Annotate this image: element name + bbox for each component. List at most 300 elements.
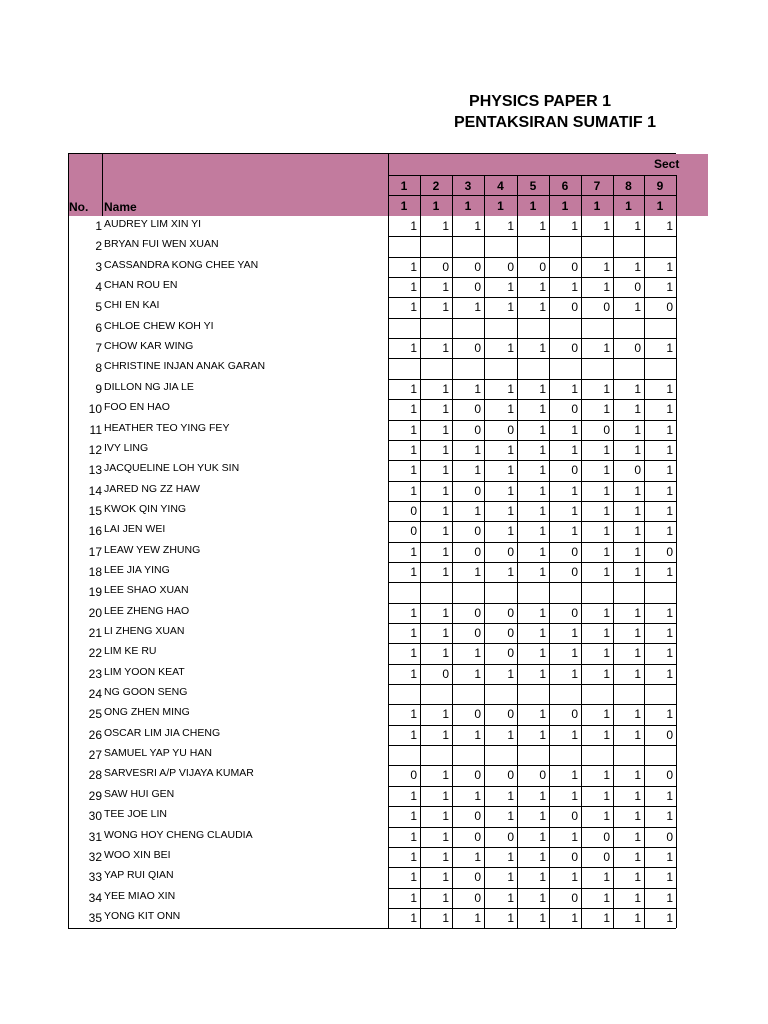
- question-number: 9: [656, 179, 664, 193]
- table-row: [68, 420, 676, 440]
- table-row: [68, 297, 676, 317]
- score-cell: 1: [442, 564, 449, 579]
- score-cell: 1: [442, 788, 449, 803]
- score-cell: 1: [410, 422, 417, 437]
- grid-line: [68, 928, 676, 929]
- score-cell: 1: [571, 666, 578, 681]
- table-row: [68, 277, 676, 297]
- score-cell: 1: [634, 503, 641, 518]
- student-name: CHAN ROU EN: [104, 279, 178, 292]
- student-no: 13: [88, 463, 102, 478]
- score-cell: 1: [539, 483, 546, 498]
- student-name: YEE MIAO XIN: [104, 889, 176, 902]
- score-cell: 1: [442, 870, 449, 885]
- grid-line: [644, 175, 645, 216]
- score-cell: 1: [603, 870, 610, 885]
- score-cell: 1: [442, 219, 449, 233]
- score-cell: 1: [442, 890, 449, 905]
- score-cell: 0: [666, 544, 673, 559]
- student-no: 26: [88, 727, 102, 742]
- score-cell: 1: [666, 870, 673, 885]
- score-cell: 1: [603, 605, 610, 620]
- score-cell: 1: [634, 422, 641, 437]
- page-title: PHYSICS PAPER 1: [469, 93, 611, 110]
- score-cell: 0: [666, 727, 673, 742]
- score-cell: 1: [442, 341, 449, 356]
- table-row: [68, 236, 676, 256]
- score-cell: 1: [474, 910, 481, 925]
- score-cell: 1: [571, 442, 578, 457]
- score-cell: 1: [474, 503, 481, 518]
- student-no: 2: [95, 239, 102, 254]
- score-cell: 0: [571, 707, 578, 722]
- header-no: No.: [69, 200, 89, 214]
- score-cell: 1: [634, 768, 641, 783]
- score-cell: 1: [539, 422, 546, 437]
- student-name: LEE JIA YING: [104, 563, 170, 576]
- score-cell: 1: [634, 564, 641, 579]
- student-no: 30: [88, 809, 102, 824]
- score-cell: 0: [571, 564, 578, 579]
- score-cell: 1: [603, 626, 610, 640]
- table-row: [68, 358, 676, 378]
- score-cell: 1: [666, 788, 673, 803]
- table-row: [68, 786, 676, 806]
- score-cell: 1: [634, 910, 641, 925]
- student-name: LEAW YEW ZHUNG: [104, 543, 201, 556]
- student-no: 14: [88, 483, 102, 498]
- student-no: 3: [95, 259, 102, 274]
- score-cell: 0: [603, 849, 610, 864]
- score-cell: 1: [603, 442, 610, 457]
- score-cell: 0: [539, 768, 546, 783]
- score-cell: 1: [603, 564, 610, 579]
- table-row: [68, 521, 676, 541]
- score-cell: 1: [539, 605, 546, 620]
- table-row: [68, 318, 676, 338]
- question-mark: 1: [432, 199, 440, 213]
- student-name: NG GOON SENG: [104, 686, 188, 699]
- score-cell: 1: [410, 646, 417, 661]
- score-cell: 1: [571, 788, 578, 803]
- score-cell: 0: [474, 259, 481, 274]
- score-cell: 0: [410, 503, 417, 518]
- table-row: [68, 501, 676, 521]
- question-mark: 1: [497, 199, 504, 213]
- student-name: ONG ZHEN MING: [104, 706, 190, 719]
- table-row: [68, 745, 676, 765]
- question-number: 4: [497, 179, 504, 193]
- score-cell: 1: [410, 727, 417, 742]
- grid-line: [676, 175, 677, 216]
- score-cell: 0: [474, 870, 481, 885]
- score-cell: 1: [571, 422, 578, 437]
- score-cell: 1: [539, 544, 546, 559]
- grid-line: [581, 175, 582, 216]
- score-cell: 1: [539, 300, 546, 315]
- score-cell: 0: [474, 605, 481, 620]
- score-cell: 1: [539, 524, 546, 539]
- score-cell: 1: [507, 910, 514, 925]
- score-cell: 0: [442, 259, 449, 274]
- score-cell: 1: [539, 503, 546, 518]
- score-cell: 1: [507, 524, 514, 539]
- score-cell: 0: [474, 483, 481, 498]
- question-number: 5: [529, 179, 537, 193]
- student-no: 9: [95, 381, 102, 396]
- score-cell: 1: [603, 544, 610, 559]
- score-cell: 1: [410, 809, 417, 824]
- score-cell: 1: [507, 727, 514, 742]
- student-no: 19: [88, 585, 102, 600]
- student-no: 23: [88, 666, 102, 681]
- student-no: 24: [88, 687, 102, 702]
- score-cell: 1: [539, 829, 546, 844]
- score-cell: 1: [442, 646, 449, 661]
- score-cell: 1: [603, 219, 610, 233]
- score-cell: 1: [666, 219, 673, 233]
- score-cell: 1: [507, 442, 514, 457]
- score-cell: 1: [539, 809, 546, 824]
- score-cell: 1: [571, 829, 578, 844]
- score-cell: 1: [507, 788, 514, 803]
- grid-line: [102, 153, 103, 216]
- score-cell: 1: [442, 463, 449, 478]
- score-cell: 1: [410, 788, 417, 803]
- table-row: [68, 562, 676, 582]
- student-name: YONG KIT ONN: [104, 909, 181, 922]
- score-cell: 1: [666, 280, 673, 295]
- student-name: SARVESRI A/P VIJAYA KUMAR: [104, 767, 254, 780]
- score-cell: 0: [507, 707, 514, 722]
- score-cell: 0: [474, 341, 481, 356]
- score-cell: 0: [634, 341, 641, 356]
- student-no: 32: [88, 849, 102, 864]
- score-cell: 1: [571, 626, 578, 640]
- student-name: LIM YOON KEAT: [104, 665, 185, 678]
- score-cell: 0: [474, 422, 481, 437]
- score-cell: 0: [474, 707, 481, 722]
- student-name: TEE JOE LIN: [104, 808, 168, 821]
- student-name: KWOK QIN YING: [104, 502, 187, 515]
- table-row: [68, 725, 676, 745]
- score-cell: 0: [666, 300, 673, 315]
- score-cell: 1: [634, 300, 641, 315]
- score-cell: 1: [442, 442, 449, 457]
- student-no: 17: [88, 544, 102, 559]
- score-cell: 1: [666, 890, 673, 905]
- score-cell: 1: [442, 524, 449, 539]
- student-no: 7: [95, 341, 102, 356]
- student-no: 27: [88, 748, 102, 763]
- table-row: [68, 623, 676, 643]
- student-name: LAI JEN WEI: [104, 523, 166, 536]
- question-mark: 1: [529, 199, 537, 213]
- score-cell: 1: [410, 381, 417, 396]
- score-cell: 1: [507, 341, 514, 356]
- score-cell: 1: [410, 605, 417, 620]
- score-cell: 1: [410, 219, 417, 233]
- score-cell: 1: [571, 768, 578, 783]
- question-number: 7: [593, 179, 601, 193]
- score-cell: 1: [603, 646, 610, 661]
- question-mark: 1: [625, 199, 632, 213]
- score-cell: 1: [442, 422, 449, 437]
- score-cell: 1: [634, 402, 641, 417]
- score-cell: 1: [410, 259, 417, 274]
- score-cell: 1: [603, 259, 610, 274]
- score-cell: 1: [539, 788, 546, 803]
- score-cell: 1: [666, 849, 673, 864]
- score-cell: 0: [474, 890, 481, 905]
- score-cell: 1: [507, 849, 514, 864]
- score-cell: 1: [634, 544, 641, 559]
- table-row: [68, 338, 676, 358]
- score-cell: 1: [442, 544, 449, 559]
- score-cell: 1: [539, 626, 546, 640]
- score-cell: 0: [474, 768, 481, 783]
- score-cell: 1: [474, 727, 481, 742]
- score-cell: 1: [410, 829, 417, 844]
- score-cell: 1: [603, 890, 610, 905]
- grid-line: [420, 175, 421, 216]
- score-cell: 1: [410, 890, 417, 905]
- page-subtitle: PENTAKSIRAN SUMATIF 1: [453, 114, 657, 131]
- score-cell: 1: [634, 626, 641, 640]
- score-cell: 0: [507, 605, 514, 620]
- score-cell: 0: [571, 849, 578, 864]
- score-cell: 0: [666, 768, 673, 783]
- student-no: 15: [88, 503, 102, 518]
- score-cell: 1: [507, 890, 514, 905]
- question-number: 8: [625, 179, 632, 193]
- score-cell: 1: [539, 890, 546, 905]
- score-cell: 1: [539, 910, 546, 925]
- student-no: 1: [95, 219, 102, 233]
- table-row: [68, 704, 676, 724]
- student-no: 5: [95, 300, 102, 315]
- score-cell: 1: [571, 524, 578, 539]
- score-cell: 1: [571, 503, 578, 518]
- score-cell: 1: [666, 422, 673, 437]
- student-name: CHLOE CHEW KOH YI: [104, 319, 214, 332]
- student-name: CASSANDRA KONG CHEE YAN: [104, 258, 259, 271]
- score-cell: 1: [634, 381, 641, 396]
- score-cell: 1: [474, 646, 481, 661]
- table-row: [68, 603, 676, 623]
- table-row: [68, 257, 676, 277]
- score-cell: 0: [410, 524, 417, 539]
- score-cell: 1: [442, 829, 449, 844]
- table-row: [68, 888, 676, 908]
- score-cell: 1: [666, 910, 673, 925]
- score-cell: 0: [571, 300, 578, 315]
- score-cell: 0: [539, 259, 546, 274]
- student-name: OSCAR LIM JIA CHENG: [104, 726, 221, 739]
- student-name: FOO EN HAO: [104, 401, 170, 414]
- score-cell: 0: [442, 666, 449, 681]
- score-cell: 1: [442, 300, 449, 315]
- question-mark: 1: [593, 199, 601, 213]
- student-name: WONG HOY CHENG CLAUDIA: [104, 828, 253, 841]
- score-cell: 1: [603, 666, 610, 681]
- score-cell: 1: [666, 564, 673, 579]
- score-cell: 1: [666, 503, 673, 518]
- score-cell: 0: [634, 463, 641, 478]
- grid-line: [676, 216, 677, 928]
- student-no: 21: [88, 626, 102, 640]
- grid-line: [517, 175, 518, 216]
- score-cell: 1: [603, 402, 610, 417]
- score-cell: 0: [507, 626, 514, 640]
- table-row: [68, 806, 676, 826]
- score-cell: 1: [410, 626, 417, 640]
- score-cell: 1: [442, 809, 449, 824]
- score-cell: 1: [634, 829, 641, 844]
- score-cell: 1: [634, 707, 641, 722]
- score-cell: 1: [442, 849, 449, 864]
- student-name: CHI EN KAI: [104, 299, 160, 312]
- question-mark: 1: [400, 199, 408, 213]
- score-cell: 1: [507, 219, 514, 233]
- score-cell: 1: [539, 402, 546, 417]
- score-cell: 1: [410, 402, 417, 417]
- table-row: [68, 765, 676, 785]
- score-cell: 1: [571, 280, 578, 295]
- score-cell: 1: [442, 707, 449, 722]
- question-number: 6: [561, 179, 569, 193]
- score-cell: 1: [603, 809, 610, 824]
- student-no: 10: [88, 402, 102, 417]
- student-no: 35: [88, 910, 102, 925]
- score-cell: 1: [539, 341, 546, 356]
- score-cell: 1: [666, 463, 673, 478]
- score-cell: 1: [666, 483, 673, 498]
- score-cell: 1: [603, 483, 610, 498]
- score-cell: 1: [410, 564, 417, 579]
- score-cell: 1: [474, 564, 481, 579]
- grid-line: [388, 195, 676, 196]
- score-cell: 1: [634, 524, 641, 539]
- score-cell: 1: [474, 788, 481, 803]
- score-cell: 1: [539, 707, 546, 722]
- score-cell: 1: [539, 381, 546, 396]
- score-cell: 1: [603, 341, 610, 356]
- score-cell: 1: [634, 870, 641, 885]
- table-row: [68, 827, 676, 847]
- student-no: 18: [88, 564, 102, 579]
- student-no: 31: [88, 829, 102, 844]
- score-cell: 1: [507, 483, 514, 498]
- question-mark: 1: [656, 199, 664, 213]
- score-cell: 1: [634, 646, 641, 661]
- header-name: Name: [104, 200, 137, 214]
- score-cell: 1: [507, 870, 514, 885]
- score-cell: 1: [603, 280, 610, 295]
- score-cell: 1: [603, 503, 610, 518]
- score-cell: 0: [507, 422, 514, 437]
- score-cell: 1: [442, 402, 449, 417]
- score-cell: 1: [442, 768, 449, 783]
- score-cell: 1: [571, 646, 578, 661]
- score-cell: 1: [410, 280, 417, 295]
- table-row: [68, 542, 676, 562]
- score-cell: 0: [571, 544, 578, 559]
- score-cell: 1: [410, 870, 417, 885]
- score-cell: 1: [634, 259, 641, 274]
- table-row: [68, 684, 676, 704]
- score-cell: 1: [539, 463, 546, 478]
- student-no: 12: [88, 442, 102, 457]
- student-name: IVY LING: [104, 441, 149, 454]
- question-number: 1: [400, 179, 408, 193]
- score-cell: 1: [410, 707, 417, 722]
- student-name: SAW HUI GEN: [104, 787, 175, 800]
- score-cell: 1: [507, 809, 514, 824]
- score-cell: 1: [539, 564, 546, 579]
- score-cell: 0: [603, 422, 610, 437]
- score-cell: 1: [474, 219, 481, 233]
- score-cell: 0: [571, 402, 578, 417]
- table-row: [68, 582, 676, 602]
- score-cell: 1: [539, 870, 546, 885]
- student-name: BRYAN FUI WEN XUAN: [104, 238, 219, 251]
- score-cell: 0: [474, 544, 481, 559]
- student-name: DILLON NG JIA LE: [104, 380, 194, 393]
- score-cell: 1: [410, 300, 417, 315]
- score-cell: 1: [474, 442, 481, 457]
- score-cell: 1: [666, 646, 673, 661]
- score-cell: 0: [571, 341, 578, 356]
- score-cell: 0: [474, 524, 481, 539]
- score-cell: 1: [442, 626, 449, 640]
- table-row: [68, 460, 676, 480]
- score-cell: 1: [571, 381, 578, 396]
- table-row: [68, 440, 676, 460]
- score-cell: 1: [634, 219, 641, 233]
- score-cell: 1: [442, 503, 449, 518]
- score-cell: 1: [634, 727, 641, 742]
- table-row: [68, 643, 676, 663]
- score-cell: 0: [474, 829, 481, 844]
- score-cell: 1: [507, 280, 514, 295]
- student-no: 16: [88, 524, 102, 539]
- score-cell: 0: [666, 829, 673, 844]
- student-no: 34: [88, 890, 102, 905]
- student-no: 28: [88, 768, 102, 783]
- score-cell: 1: [571, 219, 578, 233]
- score-cell: 1: [666, 402, 673, 417]
- score-cell: 1: [634, 605, 641, 620]
- student-name: LEE SHAO XUAN: [104, 584, 189, 597]
- score-cell: 1: [634, 788, 641, 803]
- student-no: 8: [95, 361, 102, 376]
- student-name: LEE ZHENG HAO: [104, 604, 190, 617]
- header-section: Sect: [654, 157, 680, 171]
- score-cell: 0: [507, 768, 514, 783]
- score-cell: 1: [634, 809, 641, 824]
- grid-line: [452, 175, 453, 216]
- question-mark: 1: [561, 199, 569, 213]
- student-no: 20: [88, 605, 102, 620]
- table-row: [68, 867, 676, 887]
- score-cell: 1: [603, 727, 610, 742]
- score-cell: 0: [507, 829, 514, 844]
- score-cell: 1: [666, 809, 673, 824]
- score-cell: 1: [507, 564, 514, 579]
- score-cell: 1: [603, 463, 610, 478]
- question-mark: 1: [464, 199, 472, 213]
